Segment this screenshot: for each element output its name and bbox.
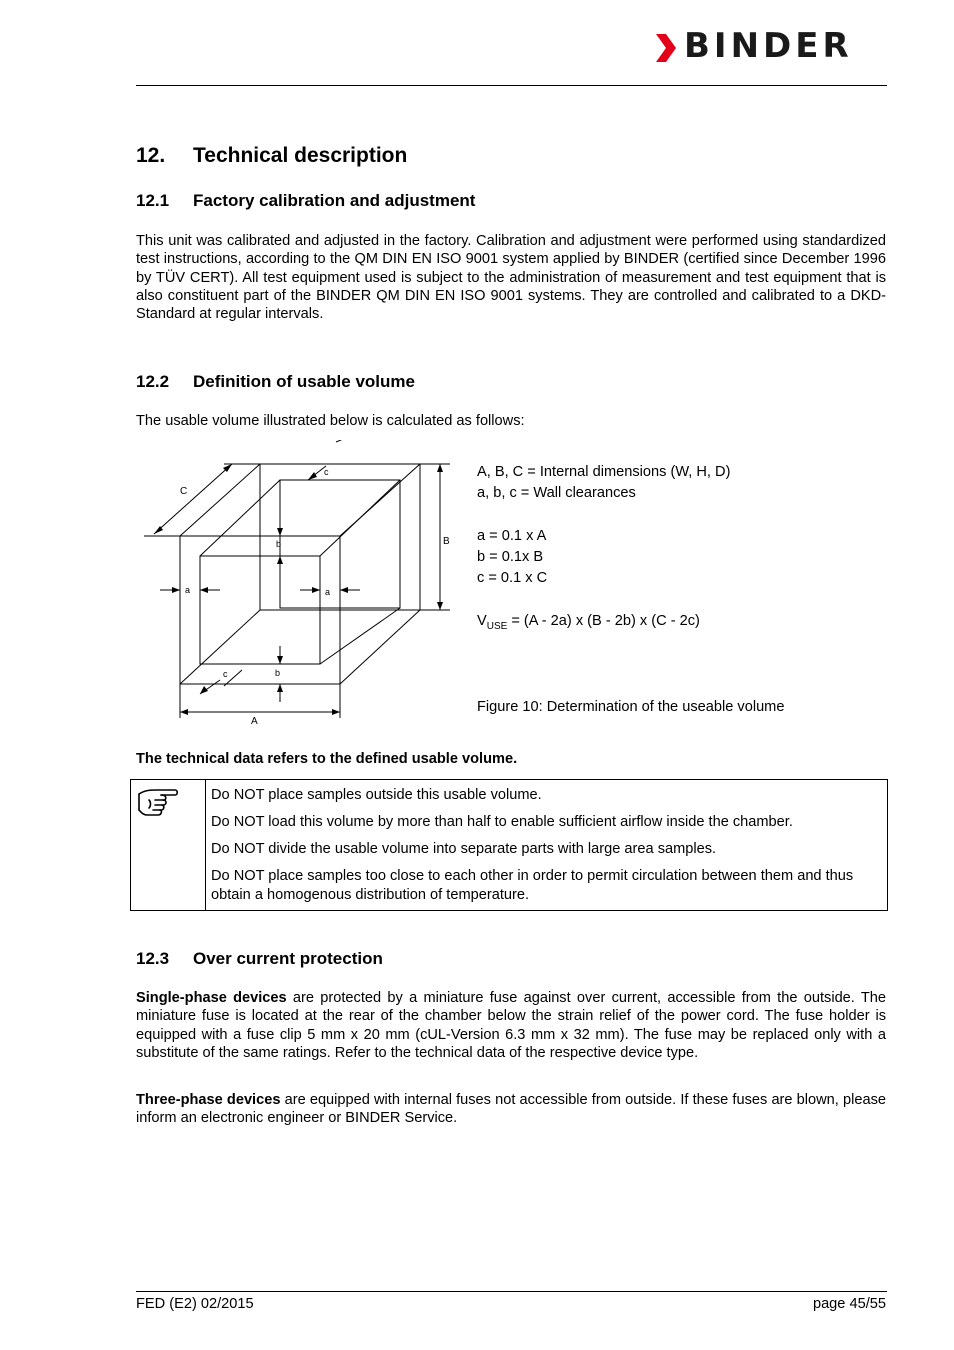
section-number: 12.3 [136, 949, 170, 968]
section-title: Factory calibration and adjustment [193, 191, 476, 210]
diagram-label-b-bottom: b [275, 668, 281, 678]
notice-item: Do NOT place samples too close to each other in order to permit circulation between them and thus obtain a homogenous distribution of temperature. [211, 868, 854, 903]
section-number: 12.2 [136, 372, 170, 391]
figure-caption: Figure 10: Determination of the useable volume [477, 699, 785, 715]
diagram-label-B: B [443, 536, 450, 547]
chapter-number: 12. [136, 144, 166, 167]
pointing-hand-icon [135, 784, 181, 824]
diagram-label-b-top: b [276, 539, 282, 549]
diagram-label-c-bottom: c [223, 669, 228, 679]
chapter-title: Technical description [193, 144, 408, 167]
notice-list [211, 786, 881, 913]
vuse-symbol: V [477, 613, 487, 629]
legend-b-formula: b = 0.1x B [477, 549, 544, 565]
legend-c-formula: c = 0.1 x C [477, 570, 548, 586]
binder-logo [654, 26, 886, 66]
section-number: 12.1 [136, 191, 170, 210]
vuse-subscript: USE [486, 620, 508, 632]
notice-item: Do NOT divide the usable volume into separate parts with large area samples. [211, 841, 717, 857]
diagram-label-c-top: c [324, 467, 329, 477]
brand-name: BINDER [684, 26, 853, 66]
section-heading-12-1 [136, 191, 475, 211]
usable-volume-intro: The usable volume illustrated below is calculated as follows: [136, 413, 525, 429]
notice-item: Do NOT load this volume by more than half to enable sufficient airflow inside the chamber. [211, 814, 793, 830]
footer-page-number: page 45/55 [812, 1296, 886, 1312]
binder-logo-arrow-icon [654, 32, 680, 64]
calibration-paragraph: This unit was calibrated and adjusted in the factory. Calibration and adjustment were performed using standardized test instructions, according to the QM DIN EN ISO 9001 system applied by BINDER (certified since December 1996 by TÜV CERT). All test equipment used is subject to the administration of measurement and test equipment that is also constituent part of the BINDER QM DIN EN ISO 9001 systems. They are controlled and calibrated to a DKD-Standard at regular intervals. [136, 233, 886, 323]
section-title: Definition of usable volume [193, 372, 415, 391]
vuse-expression: = (A - 2a) x (B - 2b) x (C - 2c) [507, 613, 700, 629]
legend-dimensions: A, B, C = Internal dimensions (W, H, D) [477, 464, 731, 480]
notice-item: Do NOT place samples outside this usable volume. [211, 787, 542, 803]
footer-document-id: FED (E2) 02/2015 [136, 1296, 254, 1312]
diagram-label-a-right: a [325, 587, 331, 597]
dimension-line-C [154, 464, 232, 534]
footer-rule [136, 1291, 887, 1292]
notice-box [130, 779, 888, 911]
diagram-label-C: C [180, 486, 188, 497]
legend-clearances: a, b, c = Wall clearances [477, 485, 636, 501]
legend-a-formula: a = 0.1 x A [477, 528, 547, 544]
diagram-label-A: A [251, 716, 258, 727]
legend-volume-formula [477, 611, 700, 637]
header-rule [136, 85, 887, 86]
chapter-heading [136, 144, 407, 168]
usable-volume-note: The technical data refers to the defined usable volume. [136, 751, 518, 767]
diagram-label-a-left: a [185, 585, 191, 595]
single-phase-label: Single-phase devices [136, 990, 287, 1006]
section-heading-12-2 [136, 372, 415, 392]
section-title: Over current protection [193, 949, 383, 968]
three-phase-label: Three-phase devices [136, 1092, 281, 1108]
three-phase-paragraph [136, 1091, 886, 1128]
section-heading-12-3 [136, 949, 383, 969]
three-phase-text: are equipped with internal fuses not accessible from outside. If these fuses are blown, please inform an electronic engineer or BINDER Service. [136, 1092, 886, 1127]
single-phase-paragraph [136, 989, 886, 1062]
notice-icon-cell [131, 780, 206, 910]
usable-volume-diagram [140, 440, 460, 730]
single-phase-text: are protected by a miniature fuse against over current, accessible from the outside. The miniature fuse is located at the rear of the chamber below the strain relief of the power cord. The fuse holder is equipped with a fuse clip 5 mm x 20 mm (cUL-Version 6.3 mm x 32 mm). The fuse may be replaced only with a substitute of the same ratings. Refer to the technical data of the respective device type. [136, 990, 887, 1061]
